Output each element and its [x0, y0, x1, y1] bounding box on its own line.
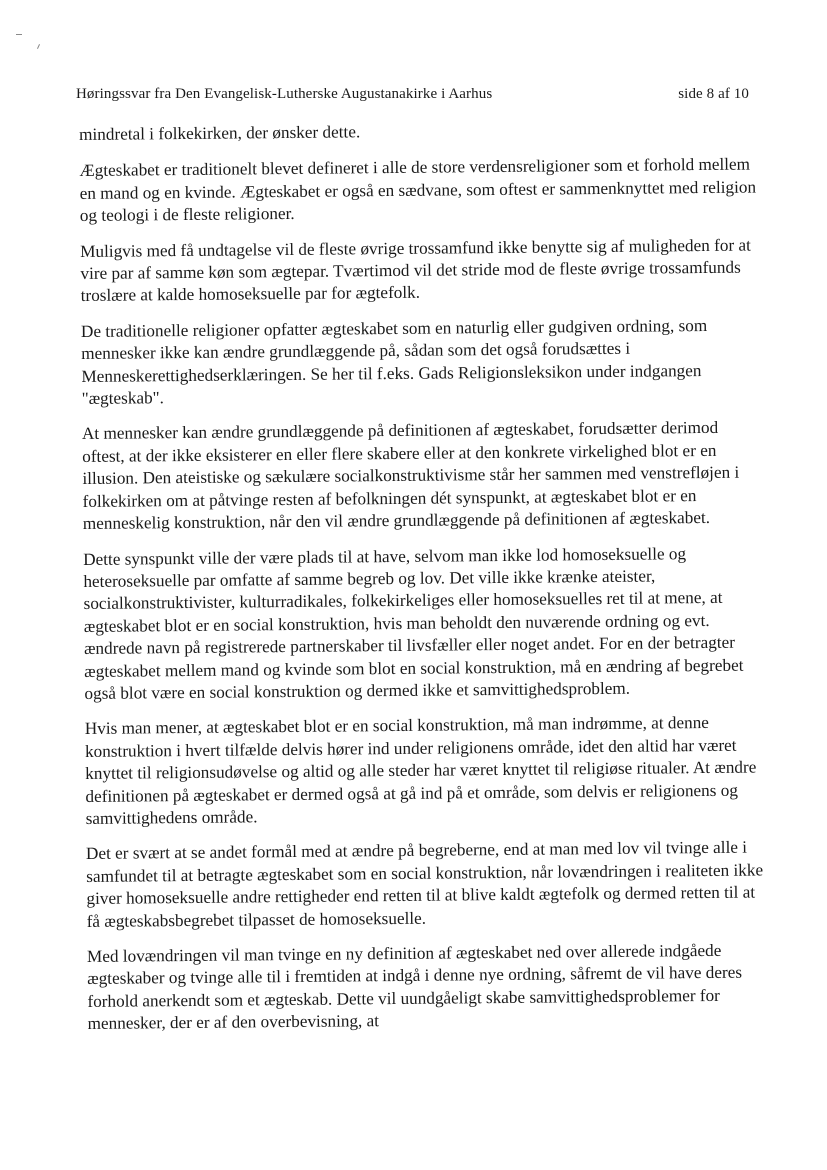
document-body — [79, 118, 765, 1049]
paragraph: Ægteskabet er traditionelt blevet defineret i alle de store verdensreligioner som et forhold mellem en mand og en kvinde. Ægteskabet er også en sædvane, som oftest er sammenknyttet med religion og teologi i de fleste religioner. — [79, 154, 757, 226]
paragraph: Med lovændringen vil man tvinge en ny definition af ægteskabet ned over allerede indgåede ægteskaber og tvinge alle til i fremtiden at indgå i denne nye ordning, såfremt de vil have deres forhold anerkendt som et ægteskab. Dette vil uundgåeligt skabe samvittighedsproblemer for mennesker, der er af den overbevisning, at — [86, 940, 743, 1034]
paragraph: Muligvis med få undtagelse vil de fleste øvrige trossamfund ikke benytte sig af muligheden for at vire par af samme køn som ægtepar. Tværtimod vil det stride mod de fleste øvrige trossamfunds troslære at kalde homoseksuelle par for ægtefolk. — [80, 235, 751, 306]
paragraph: Dette synspunkt ville der være plads til at have, selvom man ikke lod homoseksuelle og heteroseksuelle par omfatte af samme begreb og lov. Det ville ikke krænke ateister, socialkonstruktivister, kulturradikales, folkekirkeliges eller homoseksuelles ret til at mene, at ægteskabet blot er en social konstruktion, hvis man beholdt den nuværende ordning og evt. ændrede navn på registrerede partnerskaber til livsfæller eller noget andet. For en der betragter ægteskabet mellem mand og kvinde som blot en social konstruktion, må en ændring af begrebet også blot være en social konstruktion og dermed ikke et samvittighedsproblem. — [83, 543, 744, 703]
page-header — [76, 86, 749, 103]
scan-speck — [16, 34, 22, 35]
page-number: side 8 af 10 — [678, 86, 749, 102]
paragraph: Hvis man mener, at ægteskabet blot er en social konstruktion, må man indrømme, at denne konstruktion i hvert tilfælde delvis hører ind under religionens område, idet den altid har været knyttet til religionsudøvelse og altid og alle steder har været knyttet til religiøse ritualer. At ændre definitionen på ægteskabet er dermed også at gå ind på et område, som delvis er religionens og samvittighedens område. — [84, 713, 757, 828]
paragraph: At mennesker kan ændre grundlæggende på definitionen af ægteskabet, forudsætter derimod oftest, at der ikke eksisterer en eller flere skabere eller at den konkrete virkelighed blot er en illusion. Den ateistiske og sækulære socialkonstruktivisme står her sammen med venstrefløjen i folkekirken om at påtvinge resten af befolkningen dét synspunkt, at ægteskabet blot er en menneskelig konstruktion, når den vil ændre grundlæggende på definitionen af ægteskabet. — [81, 418, 740, 534]
paragraph: mindretal i folkekirken, der ønsker dette. — [79, 122, 361, 144]
header-title: Høringssvar fra Den Evangelisk-Lutherske Augustanakirke i Aarhus — [76, 86, 493, 102]
paragraph: De traditionelle religioner opfatter ægteskabet som en naturlig eller gudgiven ordning, som mennesker ikke kan ændre grundlæggende på, sådan som det også forudsættes i Menneskerettighedserklæringen. Se her til f.eks. Gads Religionsleksikon under indgangen "ægteskab". — [80, 315, 708, 409]
scan-speck — [37, 44, 40, 49]
paragraph: Det er svært at se andet formål med at ændre på begreberne, end at man med lov vil tvinge alle i samfundet til at betragte ægteskabet som en social konstruktion, når lovændringen i realiteten ikke giver homoseksuelle andre rettigheder end retten til at blive kaldt ægtefolk og dermed retten til at få ægteskabsbegrebet tilpasset de homoseksuelle. — [85, 837, 764, 931]
